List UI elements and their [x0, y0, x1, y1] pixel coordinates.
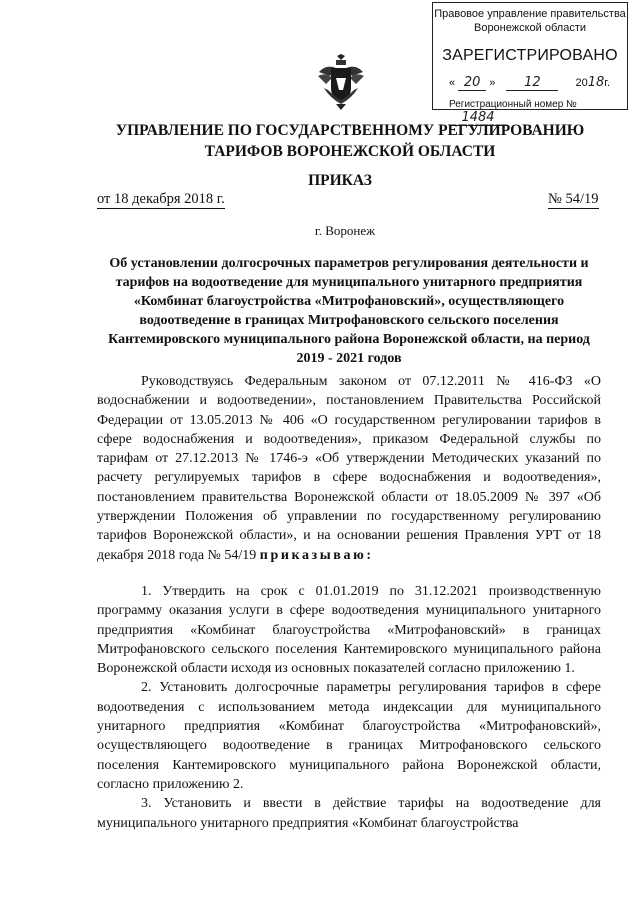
stamp-quote-open: «	[449, 77, 456, 89]
stamp-registered-label: ЗАРЕГИСТРИРОВАНО	[442, 47, 618, 64]
stamp-org-line-1: Правовое управление правительства	[434, 8, 626, 20]
preamble-text: Руководствуясь Федеральным законом от 07.12.2011 № 416-ФЗ «О водоснабжении и водоотведении», постановлением Правительства Российской Федерации от 13.05.2013 № 406 «О государственном регулировании тарифов в сфере водоснабжения и водоотведения», приказом Федеральной службы по тарифам от 27.12.2013 № 1746-э «Об утверждении Методических указаний по расчету регулируемых тарифов в сфере водоснабжения и водоотведения», постановлением правительства Воронежской области от 18.05.2009 № 397 «Об утверждении Положения об управлении по государственному регулированию тарифов Воронежской области», и на основании решения Правления УРТ от 18 декабря 2018 года № 54/19	[97, 374, 601, 563]
document-date: от 18 декабря 2018 г.	[97, 191, 225, 207]
stamp-month: 12	[506, 75, 558, 91]
stamp-year-hand: 18	[587, 75, 605, 90]
stamp-date-line	[433, 75, 627, 91]
stamp-year-suffix: г.	[604, 77, 611, 89]
stamp-day: 20	[458, 75, 486, 91]
document-number: № 54/19	[548, 191, 599, 207]
agency-name	[60, 120, 640, 162]
document-city: г. Воронеж	[314, 223, 376, 238]
stamp-organization	[433, 7, 627, 35]
stamp-quote-close: »	[489, 77, 496, 89]
coat-of-arms-icon	[316, 54, 366, 110]
stamp-org-line-2: Воронежской области	[473, 22, 586, 34]
stamp-reg-label: Регистрационный номер №	[449, 99, 577, 110]
item-1-paragraph: 1. Утвердить на срок с 01.01.2019 по 31.12.2021 производственную программу оказания услуги в сфере водоотведения муниципального унитарного предприятия «Комбинат благоустройства «Митрофановский» в границах Митрофановского сельского поселения Кантемировского муниципального района Воронежской области исходя из основных показателей согласно приложению 1.	[97, 583, 601, 677]
document-subject: Об установлении долгосрочных параметров регулирования деятельности и тарифов на водоотведение для муниципального унитарного предприятия «Комбинат благоустройства «Митрофановский», осуществляющего водоотведение в границах Митрофановского сельского поселения Кантемировского муниципального района Воронежской области, на период 2019 - 2021 годов	[108, 256, 590, 366]
registration-stamp	[432, 2, 628, 125]
order-word: приказываю:	[259, 547, 374, 563]
agency-line-1: УПРАВЛЕНИЕ ПО ГОСУДАРСТВЕННОМУ РЕГУЛИРОВАНИЮ	[115, 122, 585, 139]
preamble-paragraph	[97, 372, 601, 565]
stamp-reg-number: 1484	[449, 110, 507, 126]
document-body	[97, 372, 601, 833]
agency-line-2: ТАРИФОВ ВОРОНЕЖСКОЙ ОБЛАСТИ	[204, 143, 496, 160]
item-2-paragraph: 2. Установить долгосрочные параметры регулирования тарифов в сфере водоотведения с использованием метода индексации для муниципального унитарного предприятия «Комбинат благоустройства «Митрофановский», осуществляющего водоотведение в границах Митрофановского сельского поселения Кантемировского муниципального района Воронежской области, согласно приложению 2.	[97, 680, 601, 792]
document-type: ПРИКАЗ	[308, 172, 372, 189]
item-3-paragraph: 3. Установить и ввести в действие тарифы на водоотведение для муниципального унитарного предприятия «Комбинат благоустройства	[97, 796, 601, 831]
stamp-year-prefix: 20	[575, 77, 588, 89]
